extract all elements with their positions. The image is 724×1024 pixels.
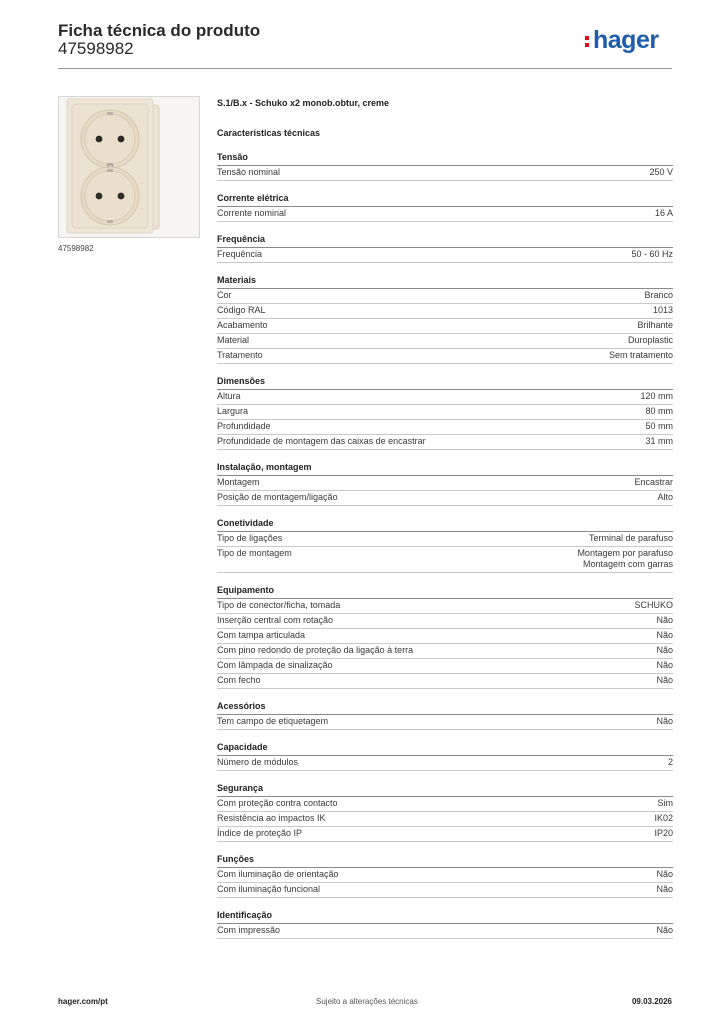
section-heading: Características técnicas [217,128,321,138]
spec-row [217,868,673,883]
spec-value-line: Alto [657,492,673,502]
spec-label: Tipo de montagem [217,548,292,558]
spec-value-line: Encastrar [634,477,673,487]
spec-value-line: 31 mm [645,436,673,446]
image-caption: 47598982 [58,244,94,253]
logo-dots-icon [585,36,589,50]
spec-value [656,645,673,656]
spec-value [655,208,673,219]
spec-label: Com impressão [217,925,281,935]
logo-text: hager [593,26,659,54]
spec-groups [217,151,673,939]
product-image [58,96,200,238]
spec-label: Profundidade de montagem das caixas de encastrar [217,436,426,446]
spec-group [217,853,673,898]
spec-value-line: Não [656,869,673,879]
spec-label: Tensão nominal [217,167,281,177]
spec-label: Com proteção contra contacto [217,798,338,808]
spec-label: Com fecho [217,675,261,685]
spec-row [217,420,673,435]
spec-value [609,350,673,361]
spec-group-title: Conetividade [217,517,673,532]
spec-value-line: 2 [667,757,673,767]
spec-value [656,869,673,880]
header-divider [58,68,672,69]
spec-row [217,614,673,629]
spec-group [217,909,673,939]
spec-group [217,741,673,771]
spec-value-line: Montagem com garras [582,559,673,569]
spec-group-title: Tensão [217,151,673,166]
spec-value-line: Não [656,630,673,640]
spec-value-line: 250 V [649,167,673,177]
spec-label: Tipo de ligações [217,533,283,543]
spec-row [217,289,673,304]
footer-date: 09.03.2026 [631,997,672,1006]
spec-value-line: Não [656,675,673,685]
spec-row [217,166,673,181]
spec-value [577,548,673,570]
spec-value [628,335,673,346]
spec-value [653,305,673,316]
spec-value [654,813,673,824]
spec-group-title: Equipamento [217,584,673,599]
spec-group-title: Identificação [217,909,673,924]
brand-logo [593,26,659,58]
spec-value [656,925,673,936]
spec-row [217,659,673,674]
spec-row [217,629,673,644]
spec-group [217,274,673,364]
spec-value [656,615,673,626]
spec-value-line: Não [656,925,673,935]
footer-note: Sujeito a alterações técnicas [316,997,418,1006]
spec-label: Tratamento [217,350,263,360]
spec-label: Montagem [217,477,260,487]
spec-row [217,812,673,827]
spec-value [634,600,673,611]
spec-value [645,406,673,417]
spec-sheet [217,96,673,939]
spec-row [217,334,673,349]
spec-row [217,547,673,573]
spec-value-line: Brilhante [637,320,673,330]
spec-value [668,757,673,768]
spec-group-title: Instalação, montagem [217,461,673,476]
spec-value-line: 50 mm [645,421,673,431]
page-title: Ficha técnica do produto [58,21,261,40]
spec-value [640,391,673,402]
spec-value-line: SCHUKO [634,600,673,610]
spec-value [637,320,673,331]
spec-value-line: Branco [644,290,673,300]
spec-group-title: Segurança [217,782,673,797]
spec-value-line: IP20 [654,828,673,838]
spec-label: Profundidade [217,421,271,431]
spec-label: Frequência [217,249,263,259]
spec-row [217,644,673,659]
spec-value [644,290,673,301]
spec-group [217,192,673,222]
spec-label: Inserção central com rotação [217,615,334,625]
spec-row [217,491,673,506]
spec-value [656,884,673,895]
spec-label: Posição de montagem/ligação [217,492,338,502]
spec-group-title: Corrente elétrica [217,192,673,207]
spec-value [654,828,673,839]
spec-row [217,715,673,730]
spec-value [656,675,673,686]
spec-value-line: IK02 [654,813,673,823]
spec-row [217,674,673,689]
spec-value-line: 50 - 60 Hz [631,249,673,259]
double-socket-image [59,97,199,237]
spec-group-title: Acessórios [217,700,673,715]
spec-label: Com tampa articulada [217,630,306,640]
spec-label: Resistência ao impactos IK [217,813,326,823]
spec-label: Número de módulos [217,757,299,767]
spec-group [217,782,673,842]
spec-label: Com iluminação funcional [217,884,321,894]
spec-row [217,924,673,939]
product-number: 47598982 [58,39,134,58]
spec-value-line: Não [656,645,673,655]
spec-group [217,700,673,730]
spec-label: Cor [217,290,232,300]
spec-label: Acabamento [217,320,268,330]
spec-row [217,319,673,334]
spec-row [217,248,673,263]
spec-value [645,421,673,432]
spec-value [634,477,673,488]
spec-group [217,375,673,450]
spec-value-line: Não [656,660,673,670]
spec-value [657,492,673,503]
spec-value [656,630,673,641]
spec-group-title: Capacidade [217,741,673,756]
footer-website: hager.com/pt [58,997,108,1006]
spec-row [217,756,673,771]
spec-group-title: Materiais [217,274,673,289]
spec-label: Tipo de conector/ficha, tomada [217,600,341,610]
spec-label: Índice de proteção IP [217,828,303,838]
spec-value [656,716,673,727]
spec-row [217,435,673,450]
spec-row [217,390,673,405]
spec-row [217,532,673,547]
spec-group-title: Frequência [217,233,673,248]
spec-label: Corrente nominal [217,208,287,218]
spec-value-line: 120 mm [640,391,673,401]
spec-value [658,798,674,809]
spec-row [217,304,673,319]
spec-value-line: Não [656,884,673,894]
spec-value [656,660,673,671]
spec-label: Com iluminação de orientação [217,869,339,879]
spec-value [631,249,673,260]
spec-value-line: 80 mm [645,406,673,416]
spec-value [649,167,673,178]
spec-group [217,461,673,506]
spec-label: Largura [217,406,249,416]
spec-group-title: Funções [217,853,673,868]
spec-row [217,349,673,364]
spec-label: Com lâmpada de sinalização [217,660,333,670]
spec-value-line: Não [656,716,673,726]
spec-row [217,405,673,420]
spec-label: Com pino redondo de proteção da ligação à terra [217,645,414,655]
spec-value [589,533,673,544]
spec-value-line: Sim [657,798,673,808]
spec-label: Material [217,335,250,345]
product-name: S.1/B.x - Schuko x2 monob.obtur, creme [217,98,390,108]
spec-group-title: Dimensões [217,375,673,390]
spec-value-line: Terminal de parafuso [588,533,673,543]
spec-group [217,584,673,689]
spec-value-line: Não [656,615,673,625]
spec-group [217,233,673,263]
spec-value-line: Montagem por parafuso [577,548,673,558]
spec-row [217,883,673,898]
spec-label: Altura [217,391,241,401]
spec-row [217,476,673,491]
spec-value-line: Sem tratamento [608,350,673,360]
spec-row [217,797,673,812]
spec-row [217,827,673,842]
spec-value [645,436,673,447]
spec-row [217,599,673,614]
spec-value-line: Duroplastic [627,335,673,345]
spec-label: Código RAL [217,305,266,315]
spec-group [217,517,673,573]
spec-value-line: 16 A [654,208,673,218]
spec-label: Tem campo de etiquetagem [217,716,329,726]
spec-group [217,151,673,181]
spec-row [217,207,673,222]
spec-value-line: 1013 [652,305,673,315]
